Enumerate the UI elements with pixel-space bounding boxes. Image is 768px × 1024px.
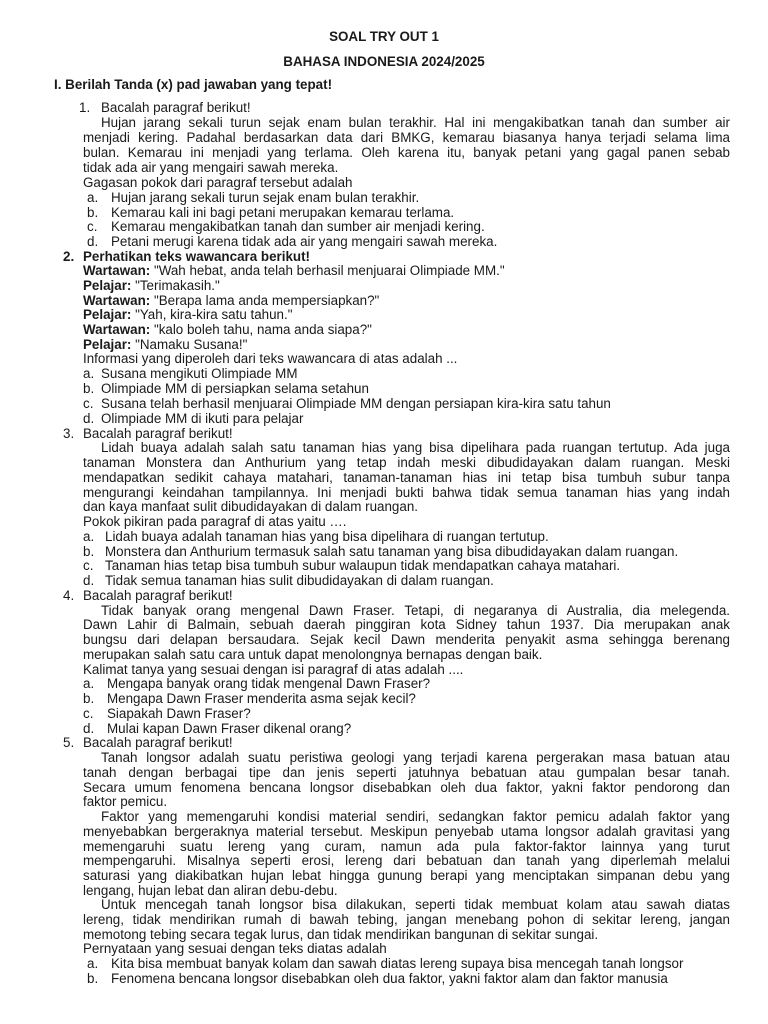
option-letter: d. (87, 234, 99, 249)
question-5-paragraph-3-line: memotong tebing secara tegak lurus, dan tidak mendirikan bangunan di sekitar sungai. (83, 927, 599, 942)
question-5-paragraph-2-line: menyebabkan bergeraknya material tersebut. Meskipun penyebab utama longsor adalah gravitasi yang (83, 824, 730, 839)
question-3-passage-line: mengurangi keindahan tampilannya. Ini menjadi bukti bahwa tidak semua tanaman hias yang indah (83, 485, 730, 500)
option-letter: a. (87, 956, 99, 971)
question-4-passage-line: merupakan salah satu cara untuk dapat menolongnya bernapas dengan baik. (83, 647, 543, 662)
option-letter: b. (83, 544, 95, 559)
question-5-paragraph-3-line: Untuk mencegah tanah longsor bisa dilakukan, seperti tidak membuat kolam atau sawah diatas (101, 897, 730, 912)
option-text: Mengapa Dawn Fraser menderita asma sejak kecil? (107, 691, 416, 706)
question-3-passage-line: dan kaya manfaat sulit dibudidayakan di dalam ruangan. (83, 499, 418, 514)
question-5-prompt: Pernyataan yang sesuai dengan teks diatas adalah (83, 941, 387, 956)
dialogue-line (83, 264, 505, 279)
option-text: Kemarau kali ini bagi petani merupakan kemarau terlama. (111, 205, 455, 220)
question-1-instruction: Bacalah paragraf berikut! (101, 100, 251, 115)
dialogue-line (83, 279, 220, 294)
option-letter: c. (83, 706, 94, 721)
question-1-passage-line: bulan. Kemarau ini menjadi yang terlama. Oleh karena itu, banyak petani yang gagal panen sebab (83, 145, 730, 160)
option-letter: a. (83, 676, 95, 691)
question-5-instruction: Bacalah paragraf berikut! (83, 735, 233, 750)
question-1-passage-line: Hujan jarang sekali turun sejak enam bulan terakhir. Hal ini mengakibatkan tanah dan sumber air (101, 115, 730, 130)
option-text: Tidak semua tanaman hias sulit dibudidayakan di dalam ruangan. (105, 573, 494, 588)
dialogue-text: "Berapa lama anda mempersiapkan?" (150, 293, 380, 308)
dialogue-speaker: Wartawan: (83, 293, 151, 308)
question-4-passage-line: Dawn Lahir di Balmain, sebuah daerah pinggiran kota Sidney tahun 1937. Dia merupakan anak (83, 617, 730, 632)
question-5-paragraph-2-line: mempengaruhi. Misalnya seperti erosi, lereng dari bebatuan dan tanah yang diperlemah melalui (83, 853, 730, 868)
option-letter: c. (83, 558, 94, 573)
question-3-number: 3. (63, 426, 75, 441)
option-text: Olimpiade MM di persiapkan selama setahun (101, 381, 369, 396)
option-letter: a. (87, 190, 99, 205)
option-text: Susana mengikuti Olimpiade MM (101, 366, 298, 381)
option-text: Hujan jarang sekali turun sejak enam bulan terakhir. (111, 190, 420, 205)
question-1-prompt: Gagasan pokok dari paragraf tersebut adalah (83, 175, 353, 190)
dialogue-text: "Namaku Susana!" (131, 337, 248, 352)
option-text: Lidah buaya adalah tanaman hias yang bisa dipelihara di ruangan tertutup. (105, 529, 549, 544)
option-text: Olimpiade MM di ikuti para pelajar (101, 411, 304, 426)
option-letter: a. (83, 529, 95, 544)
option-letter: b. (83, 381, 95, 396)
question-5-paragraph-2-line: memengaruhi suatu lereng yang curam, namun ada pula faktor-faktor lainnya yang turut (83, 839, 730, 854)
option-text: Kemarau mengakibatkan tanah dan sumber air menjadi kering. (111, 219, 485, 234)
question-5-paragraph-1-line: tanah dengan berbagai tipe dan jenis seperti jatuhnya bebatuan atau gumpalan besar tanah. (83, 765, 730, 780)
section-heading: I. Berilah Tanda (x) pad jawaban yang tepat! (54, 77, 333, 92)
option-text: Fenomena bencana longsor disebabkan oleh dua faktor, yakni faktor alam dan faktor manusia (111, 971, 668, 986)
dialogue-text: "kalo boleh tahu, nama anda siapa?" (150, 322, 372, 337)
question-4-passage-line: Tidak banyak orang mengenal Dawn Fraser. Tetapi, di negaranya di Australia, dia melegenda. (101, 603, 730, 618)
question-4-instruction: Bacalah paragraf berikut! (83, 588, 233, 603)
question-5-paragraph-2-line: saturasi yang diakibatkan hujan lebat hingga gunung berapi yang menciptakan simpanan debu yang (83, 868, 730, 883)
dialogue-speaker: Pelajar: (83, 337, 132, 352)
question-1-number: 1. (79, 100, 91, 115)
option-letter: d. (83, 411, 95, 426)
question-5-paragraph-2-line: lengang, hujan lebat dan aliran debu-debu. (83, 883, 338, 898)
question-5-paragraph-1-line: faktor pemicu. (83, 794, 168, 809)
question-5-paragraph-2-line: Faktor yang memengaruhi kondisi material sendiri, sedangkan faktor pemicu adalah faktor yang (101, 809, 730, 824)
question-2-instruction: Perhatikan teks wawancara berikut! (83, 249, 310, 264)
question-3-passage-line: Lidah buaya adalah salah satu tanaman hias yang bisa dipelihara pada ruangan tertutup. Ada juga (101, 440, 730, 455)
option-letter: a. (83, 366, 95, 381)
option-letter: c. (83, 396, 94, 411)
question-5-number: 5. (63, 735, 75, 750)
dialogue-line (83, 308, 292, 323)
option-letter: d. (83, 573, 95, 588)
exam-title: SOAL TRY OUT 1 (329, 29, 439, 44)
option-letter: c. (87, 219, 98, 234)
question-5-paragraph-1-line: Tanah longsor adalah suatu peristiwa geologi yang terjadi karena pergerakan masa batuan atau (101, 750, 730, 765)
option-text: Tanaman hias tetap bisa tumbuh subur walaupun tidak mendapatkan cahaya matahari. (105, 558, 621, 573)
question-3-passage-line: mendapatkan sedikit cahaya matahari, tanaman-tanaman hias ini tetap bisa tumbuh subur tanpa (83, 470, 730, 485)
dialogue-speaker: Pelajar: (83, 278, 132, 293)
dialogue-line (83, 323, 372, 338)
question-2-number: 2. (63, 249, 75, 264)
option-text: Petani merugi karena tidak ada air yang mengairi sawah mereka. (111, 234, 498, 249)
option-text: Mulai kapan Dawn Fraser dikenal orang? (107, 721, 352, 736)
option-text: Monstera dan Anthurium termasuk salah satu tanaman yang bisa dibudidayakan dalam ruangan. (105, 544, 679, 559)
question-1-passage-line: menjadi kering. Padahal berdasarkan data dari BMKG, kemarau biasanya hanya terjadi selama lima (83, 130, 730, 145)
option-letter: b. (87, 205, 99, 220)
dialogue-text: "Yah, kira-kira satu tahun." (131, 307, 293, 322)
dialogue-speaker: Pelajar: (83, 307, 132, 322)
question-5-paragraph-1-line: Secara umum fenomena bencana longsor disebabkan oleh dua faktor, yakni faktor pendorong dan (83, 780, 730, 795)
question-4-passage-line: bungsu dari delapan bersaudara. Sejak kecil Dawn menderita penyakit asma sehingga berenang (83, 632, 730, 647)
option-text: Siapakah Dawn Fraser? (107, 706, 251, 721)
question-3-instruction: Bacalah paragraf berikut! (83, 426, 233, 441)
question-4-prompt: Kalimat tanya yang sesuai dengan isi paragraf di atas adalah .... (83, 662, 464, 677)
option-text: Mengapa banyak orang tidak mengenal Dawn Fraser? (107, 676, 431, 691)
dialogue-speaker: Wartawan: (83, 322, 151, 337)
option-letter: b. (83, 691, 95, 706)
option-letter: d. (83, 721, 95, 736)
dialogue-text: "Wah hebat, anda telah berhasil menjuarai Olimpiade MM." (150, 263, 505, 278)
question-2-prompt: Informasi yang diperoleh dari teks wawancara di atas adalah ... (83, 351, 458, 366)
option-text: Kita bisa membuat banyak kolam dan sawah diatas lereng supaya bisa mencegah tanah longsor (111, 956, 684, 971)
option-letter: b. (87, 971, 99, 986)
question-5-paragraph-3-line: lereng, tidak mendirikan rumah di bawah tebing, jangan menebang pohon di sekitar lereng, jangan (83, 912, 730, 927)
dialogue-text: "Terimakasih." (131, 278, 220, 293)
dialogue-speaker: Wartawan: (83, 263, 151, 278)
question-3-passage-line: tanaman Monstera dan Anthurium yang tetap indah meski dibudidayakan dalam ruangan. Meski (83, 455, 730, 470)
option-text: Susana telah berhasil menjuarai Olimpiade MM dengan persiapan kira-kira satu tahun (101, 396, 611, 411)
exam-subtitle: BAHASA INDONESIA 2024/2025 (283, 54, 485, 69)
question-1-passage-line: tidak ada air yang mengairi sawah mereka. (83, 160, 339, 175)
question-3-prompt: Pokok pikiran pada paragraf di atas yaitu …. (83, 514, 347, 529)
question-4-number: 4. (63, 588, 75, 603)
